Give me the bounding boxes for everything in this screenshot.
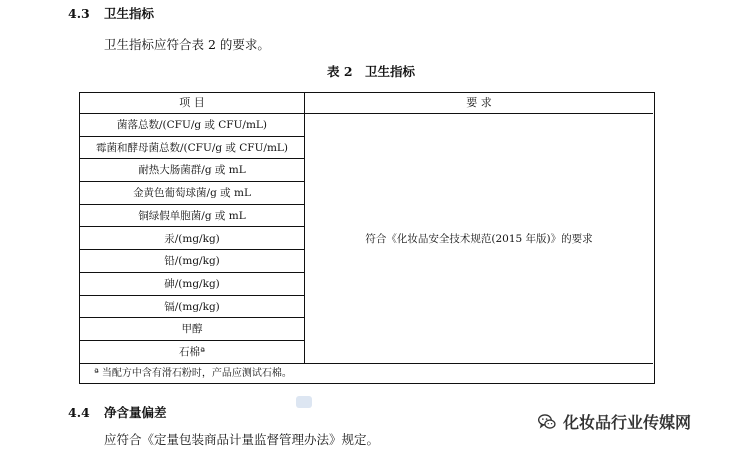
table-row: 金黄色葡萄球菌/g 或 mL (80, 182, 304, 205)
section-number: 4.3 (68, 6, 90, 21)
section-number: 4.4 (68, 405, 90, 420)
table-row: 耐热大肠菌群/g 或 mL (80, 159, 304, 182)
table-caption: 表 2 卫生指标 (326, 64, 416, 79)
table-row: 霉菌和酵母菌总数/(CFU/g 或 CFU/mL) (80, 137, 304, 160)
table-row: 汞/(mg/kg) (80, 228, 304, 251)
section-4-4-heading (68, 403, 167, 421)
table-row: 镉/(mg/kg) (80, 296, 304, 319)
table-row: 铜绿假单胞菌/g 或 mL (80, 205, 304, 228)
table-footnote: ª 当配方中含有滑石粉时，产品应测试石棉。 (80, 363, 653, 383)
hygiene-table (79, 92, 655, 384)
section-4-4-text: 应符合《定量包装商品计量监督管理办法》规定。 (104, 432, 380, 447)
watermark (537, 410, 691, 433)
table-row: 砷/(mg/kg) (80, 273, 304, 296)
header-requirement: 要 求 (305, 93, 653, 114)
requirement-cell: 符合《化妆品安全技术规范(2015 年版)》的要求 (365, 233, 593, 245)
wechat-icon (537, 412, 557, 432)
image-artifact (296, 396, 312, 408)
section-4-3-text: 卫生指标应符合表 2 的要求。 (104, 37, 270, 52)
section-4-3-heading (68, 4, 154, 22)
table-grid (80, 93, 653, 363)
section-title: 卫生指标 (104, 6, 155, 21)
table-row: 铅/(mg/kg) (80, 250, 304, 273)
item-column (80, 93, 305, 363)
watermark-text: 化妆品行业传媒网 (563, 413, 692, 432)
table-row: 甲醇 (80, 318, 304, 341)
table-row: 菌落总数/(CFU/g 或 CFU/mL) (80, 114, 304, 137)
section-title: 净含量偏差 (104, 405, 167, 420)
table-row: 石棉ª (179, 346, 205, 358)
header-item: 项 目 (80, 93, 304, 114)
